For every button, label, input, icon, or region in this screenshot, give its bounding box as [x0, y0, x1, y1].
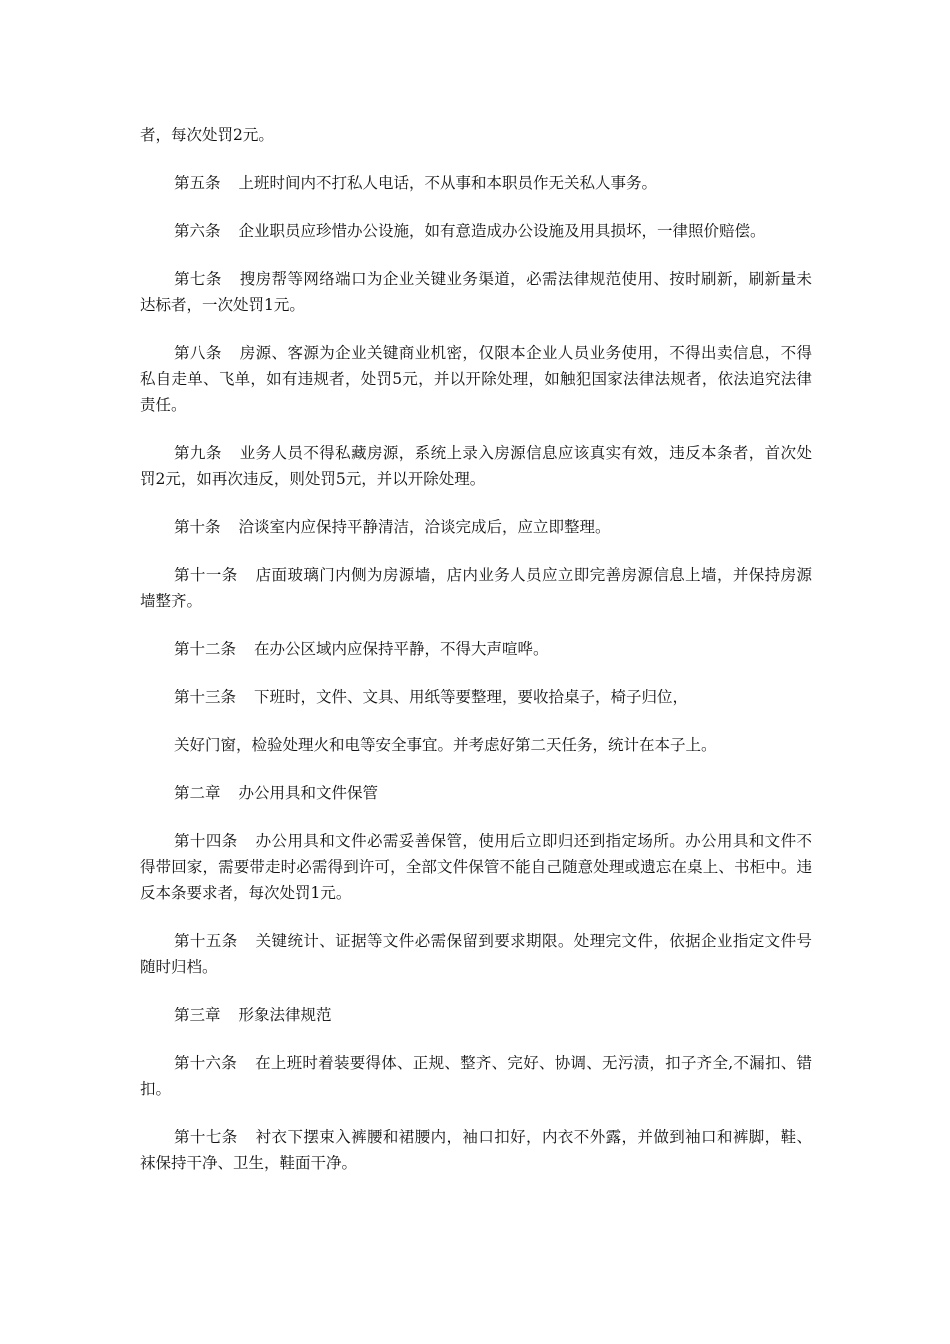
article-10 [140, 514, 812, 540]
article-8 [140, 340, 812, 418]
article-label: 第十五条 [174, 932, 238, 950]
article-text: 房源、客源为企业关键商业机密，仅限本企业人员业务使用，不得出卖信息，不得私自走单、飞单，如有违规者，处罚5元，并以开除处理，如触犯国家法律法规者，依法追究法律责任。 [140, 344, 812, 414]
chapter-title: 办公用具和文件保管 [238, 784, 379, 802]
article-label: 第十四条 [174, 832, 238, 850]
article-6 [140, 218, 812, 244]
paragraph-text: 者，每次处罚2元。 [140, 126, 274, 144]
chapter-heading-3 [140, 1002, 812, 1028]
article-15 [140, 928, 812, 980]
chapter-title: 形象法律规范 [238, 1006, 332, 1024]
paragraph-text: 关好门窗，检验处理火和电等安全事宜。并考虑好第二天任务，统计在本子上。 [174, 736, 717, 754]
chapter-label: 第二章 [174, 784, 221, 802]
article-14 [140, 828, 812, 906]
article-12 [140, 636, 812, 662]
chapter-label: 第三章 [174, 1006, 221, 1024]
article-label: 第九条 [174, 444, 222, 462]
article-label: 第十条 [174, 518, 221, 536]
article-text: 上班时间内不打私人电话，不从事和本职员作无关私人事务。 [238, 174, 658, 192]
paragraph-indented [140, 732, 812, 758]
article-text: 衬衣下摆束入裤腰和裙腰内，袖口扣好，内衣不外露，并做到袖口和裤脚，鞋、袜保持干净、卫生，鞋面干净。 [140, 1128, 812, 1172]
article-label: 第十二条 [174, 640, 237, 658]
article-text: 搜房帮等网络端口为企业关键业务渠道，必需法律规范使用、按时刷新，刷新量未达标者，一次处罚1元。 [140, 270, 812, 314]
article-label: 第八条 [174, 344, 222, 362]
article-text: 企业职员应珍惜办公设施，如有意造成办公设施及用具损坏，一律照价赔偿。 [238, 222, 766, 240]
article-5 [140, 170, 812, 196]
article-16 [140, 1050, 812, 1102]
article-text: 业务人员不得私藏房源，系统上录入房源信息应该真实有效，违反本条者，首次处罚2元，如再次违反，则处罚5元，并以开除处理。 [140, 444, 812, 488]
article-11 [140, 562, 812, 614]
document-page [140, 122, 812, 1198]
article-9 [140, 440, 812, 492]
article-label: 第十六条 [174, 1054, 238, 1072]
paragraph-continuation [140, 122, 812, 148]
article-label: 第七条 [174, 270, 222, 288]
article-label: 第六条 [174, 222, 221, 240]
article-label: 第十七条 [174, 1128, 238, 1146]
article-text: 下班时，文件、文具、用纸等要整理，要收拾桌子，椅子归位， [254, 688, 689, 706]
article-text: 办公用具和文件必需妥善保管，使用后立即归还到指定场所。办公用具和文件不得带回家，需要带走时必需得到许可，全部文件保管不能自己随意处理或遗忘在桌上、书柜中。违反本条要求者，每次处罚1元。 [140, 832, 812, 902]
article-text: 在办公区域内应保持平静，不得大声喧哗。 [254, 640, 549, 658]
article-label: 第五条 [174, 174, 221, 192]
article-7 [140, 266, 812, 318]
article-text: 在上班时着装要得体、正规、整齐、完好、协调、无污渍，扣子齐全,不漏扣、错扣。 [140, 1054, 812, 1098]
article-text: 关键统计、证据等文件必需保留到要求期限。处理完文件，依据企业指定文件号随时归档。 [140, 932, 812, 976]
article-17 [140, 1124, 812, 1176]
article-label: 第十一条 [174, 566, 238, 584]
article-text: 店面玻璃门内侧为房源墙，店内业务人员应立即完善房源信息上墙，并保持房源墙整齐。 [140, 566, 812, 610]
chapter-heading-2 [140, 780, 812, 806]
article-text: 洽谈室内应保持平静清洁，洽谈完成后，应立即整理。 [238, 518, 611, 536]
article-13 [140, 684, 812, 710]
article-label: 第十三条 [174, 688, 237, 706]
